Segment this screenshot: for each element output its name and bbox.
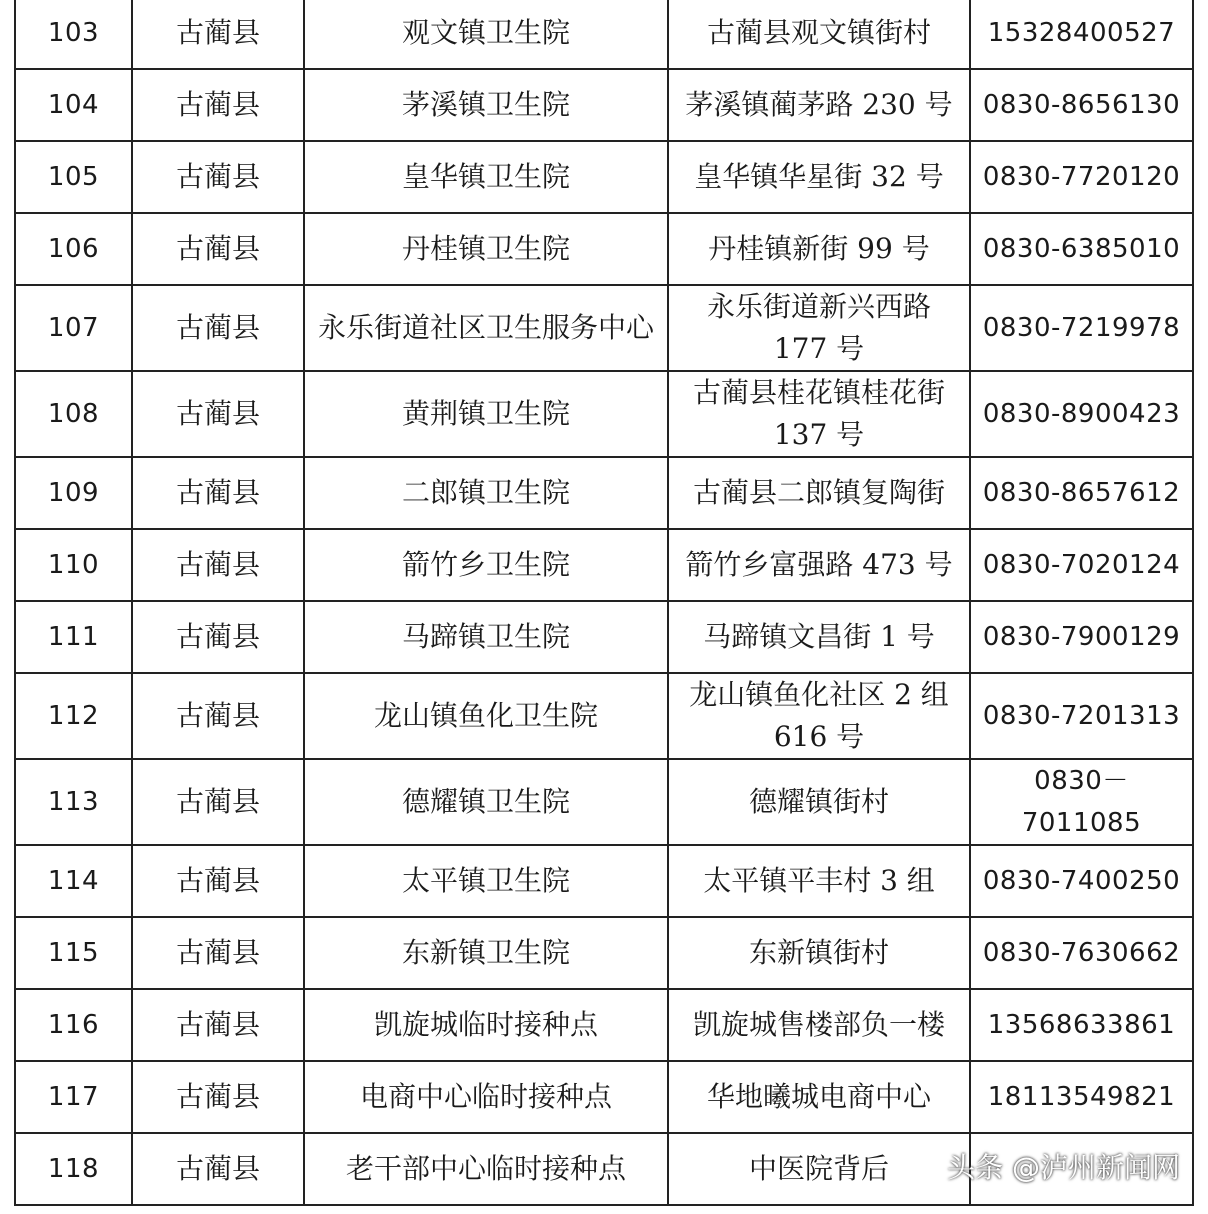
phone-cell: 0830-7201313	[970, 673, 1193, 759]
phone-cell: 0830-6385010	[970, 213, 1193, 285]
phone-cell: 0830-7900129	[970, 601, 1193, 673]
row-number: 111	[15, 601, 132, 673]
table-row	[15, 1061, 1193, 1133]
phone-cell: 0830-7400250	[970, 845, 1193, 917]
phone-cell: 0830-8657612	[970, 457, 1193, 529]
phone-cell: 0830－7011085	[970, 759, 1193, 845]
county-cell: 古蔺县	[132, 989, 304, 1061]
address-cell: 古蔺县二郎镇复陶街	[668, 457, 970, 529]
row-number: 104	[15, 69, 132, 141]
row-number: 105	[15, 141, 132, 213]
site-name-cell: 龙山镇鱼化卫生院	[304, 673, 668, 759]
site-name-cell: 茅溪镇卫生院	[304, 69, 668, 141]
phone-cell: 0830-8900423	[970, 371, 1193, 457]
site-name-cell: 永乐街道社区卫生服务中心	[304, 285, 668, 371]
table-row	[15, 69, 1193, 141]
county-cell: 古蔺县	[132, 285, 304, 371]
address-cell: 中医院背后	[668, 1133, 970, 1205]
row-number: 106	[15, 213, 132, 285]
address-cell: 德耀镇街村	[668, 759, 970, 845]
site-name-cell: 德耀镇卫生院	[304, 759, 668, 845]
table-row	[15, 213, 1193, 285]
county-cell: 古蔺县	[132, 371, 304, 457]
row-number: 110	[15, 529, 132, 601]
county-cell: 古蔺县	[132, 529, 304, 601]
row-number: 112	[15, 673, 132, 759]
row-number: 117	[15, 1061, 132, 1133]
phone-cell: 0830-7720120	[970, 141, 1193, 213]
table-row	[15, 529, 1193, 601]
phone-cell: 13568633861	[970, 989, 1193, 1061]
address-cell: 古蔺县观文镇街村	[668, 0, 970, 69]
county-cell: 古蔺县	[132, 601, 304, 673]
address-cell: 华地曦城电商中心	[668, 1061, 970, 1133]
table-row	[15, 673, 1193, 759]
table-row	[15, 917, 1193, 989]
site-name-cell: 马蹄镇卫生院	[304, 601, 668, 673]
table-row	[15, 457, 1193, 529]
table-row	[15, 601, 1193, 673]
address-cell: 古蔺县桂花镇桂花街 137 号	[668, 371, 970, 457]
site-name-cell: 二郎镇卫生院	[304, 457, 668, 529]
table-row	[15, 0, 1193, 69]
county-cell: 古蔺县	[132, 0, 304, 69]
address-cell: 丹桂镇新街 99 号	[668, 213, 970, 285]
watermark: 头条 @泸州新闻网	[947, 1151, 1180, 1184]
address-cell: 太平镇平丰村 3 组	[668, 845, 970, 917]
phone-cell: 0830-8656130	[970, 69, 1193, 141]
site-name-cell: 凯旋城临时接种点	[304, 989, 668, 1061]
county-cell: 古蔺县	[132, 1133, 304, 1205]
row-number: 115	[15, 917, 132, 989]
table-row	[15, 989, 1193, 1061]
county-cell: 古蔺县	[132, 673, 304, 759]
table-row	[15, 285, 1193, 371]
county-cell: 古蔺县	[132, 141, 304, 213]
row-number: 114	[15, 845, 132, 917]
county-cell: 古蔺县	[132, 845, 304, 917]
site-name-cell: 太平镇卫生院	[304, 845, 668, 917]
county-cell: 古蔺县	[132, 759, 304, 845]
county-cell: 古蔺县	[132, 1061, 304, 1133]
row-number: 109	[15, 457, 132, 529]
site-name-cell: 观文镇卫生院	[304, 0, 668, 69]
site-name-cell: 老干部中心临时接种点	[304, 1133, 668, 1205]
table-row	[15, 141, 1193, 213]
county-cell: 古蔺县	[132, 457, 304, 529]
site-name-cell: 电商中心临时接种点	[304, 1061, 668, 1133]
phone-cell: 0830-7020124	[970, 529, 1193, 601]
address-cell: 皇华镇华星街 32 号	[668, 141, 970, 213]
row-number: 107	[15, 285, 132, 371]
row-number: 116	[15, 989, 132, 1061]
address-cell: 东新镇街村	[668, 917, 970, 989]
phone-cell: 0830-7219978	[970, 285, 1193, 371]
table-row	[15, 845, 1193, 917]
address-cell: 茅溪镇蔺茅路 230 号	[668, 69, 970, 141]
phone-cell: 18113549821	[970, 1061, 1193, 1133]
row-number: 113	[15, 759, 132, 845]
phone-cell: 15328400527	[970, 0, 1193, 69]
address-cell: 龙山镇鱼化社区 2 组 616 号	[668, 673, 970, 759]
address-cell: 箭竹乡富强路 473 号	[668, 529, 970, 601]
site-name-cell: 皇华镇卫生院	[304, 141, 668, 213]
vaccination-sites-table	[14, 0, 1194, 1206]
site-name-cell: 黄荆镇卫生院	[304, 371, 668, 457]
table-row	[15, 371, 1193, 457]
row-number: 118	[15, 1133, 132, 1205]
county-cell: 古蔺县	[132, 917, 304, 989]
site-name-cell: 丹桂镇卫生院	[304, 213, 668, 285]
address-cell: 马蹄镇文昌街 1 号	[668, 601, 970, 673]
row-number: 108	[15, 371, 132, 457]
county-cell: 古蔺县	[132, 213, 304, 285]
row-number: 103	[15, 0, 132, 69]
phone-cell: 0830-7630662	[970, 917, 1193, 989]
address-cell: 凯旋城售楼部负一楼	[668, 989, 970, 1061]
address-cell: 永乐街道新兴西路 177 号	[668, 285, 970, 371]
site-name-cell: 东新镇卫生院	[304, 917, 668, 989]
table-row	[15, 759, 1193, 845]
county-cell: 古蔺县	[132, 69, 304, 141]
site-name-cell: 箭竹乡卫生院	[304, 529, 668, 601]
